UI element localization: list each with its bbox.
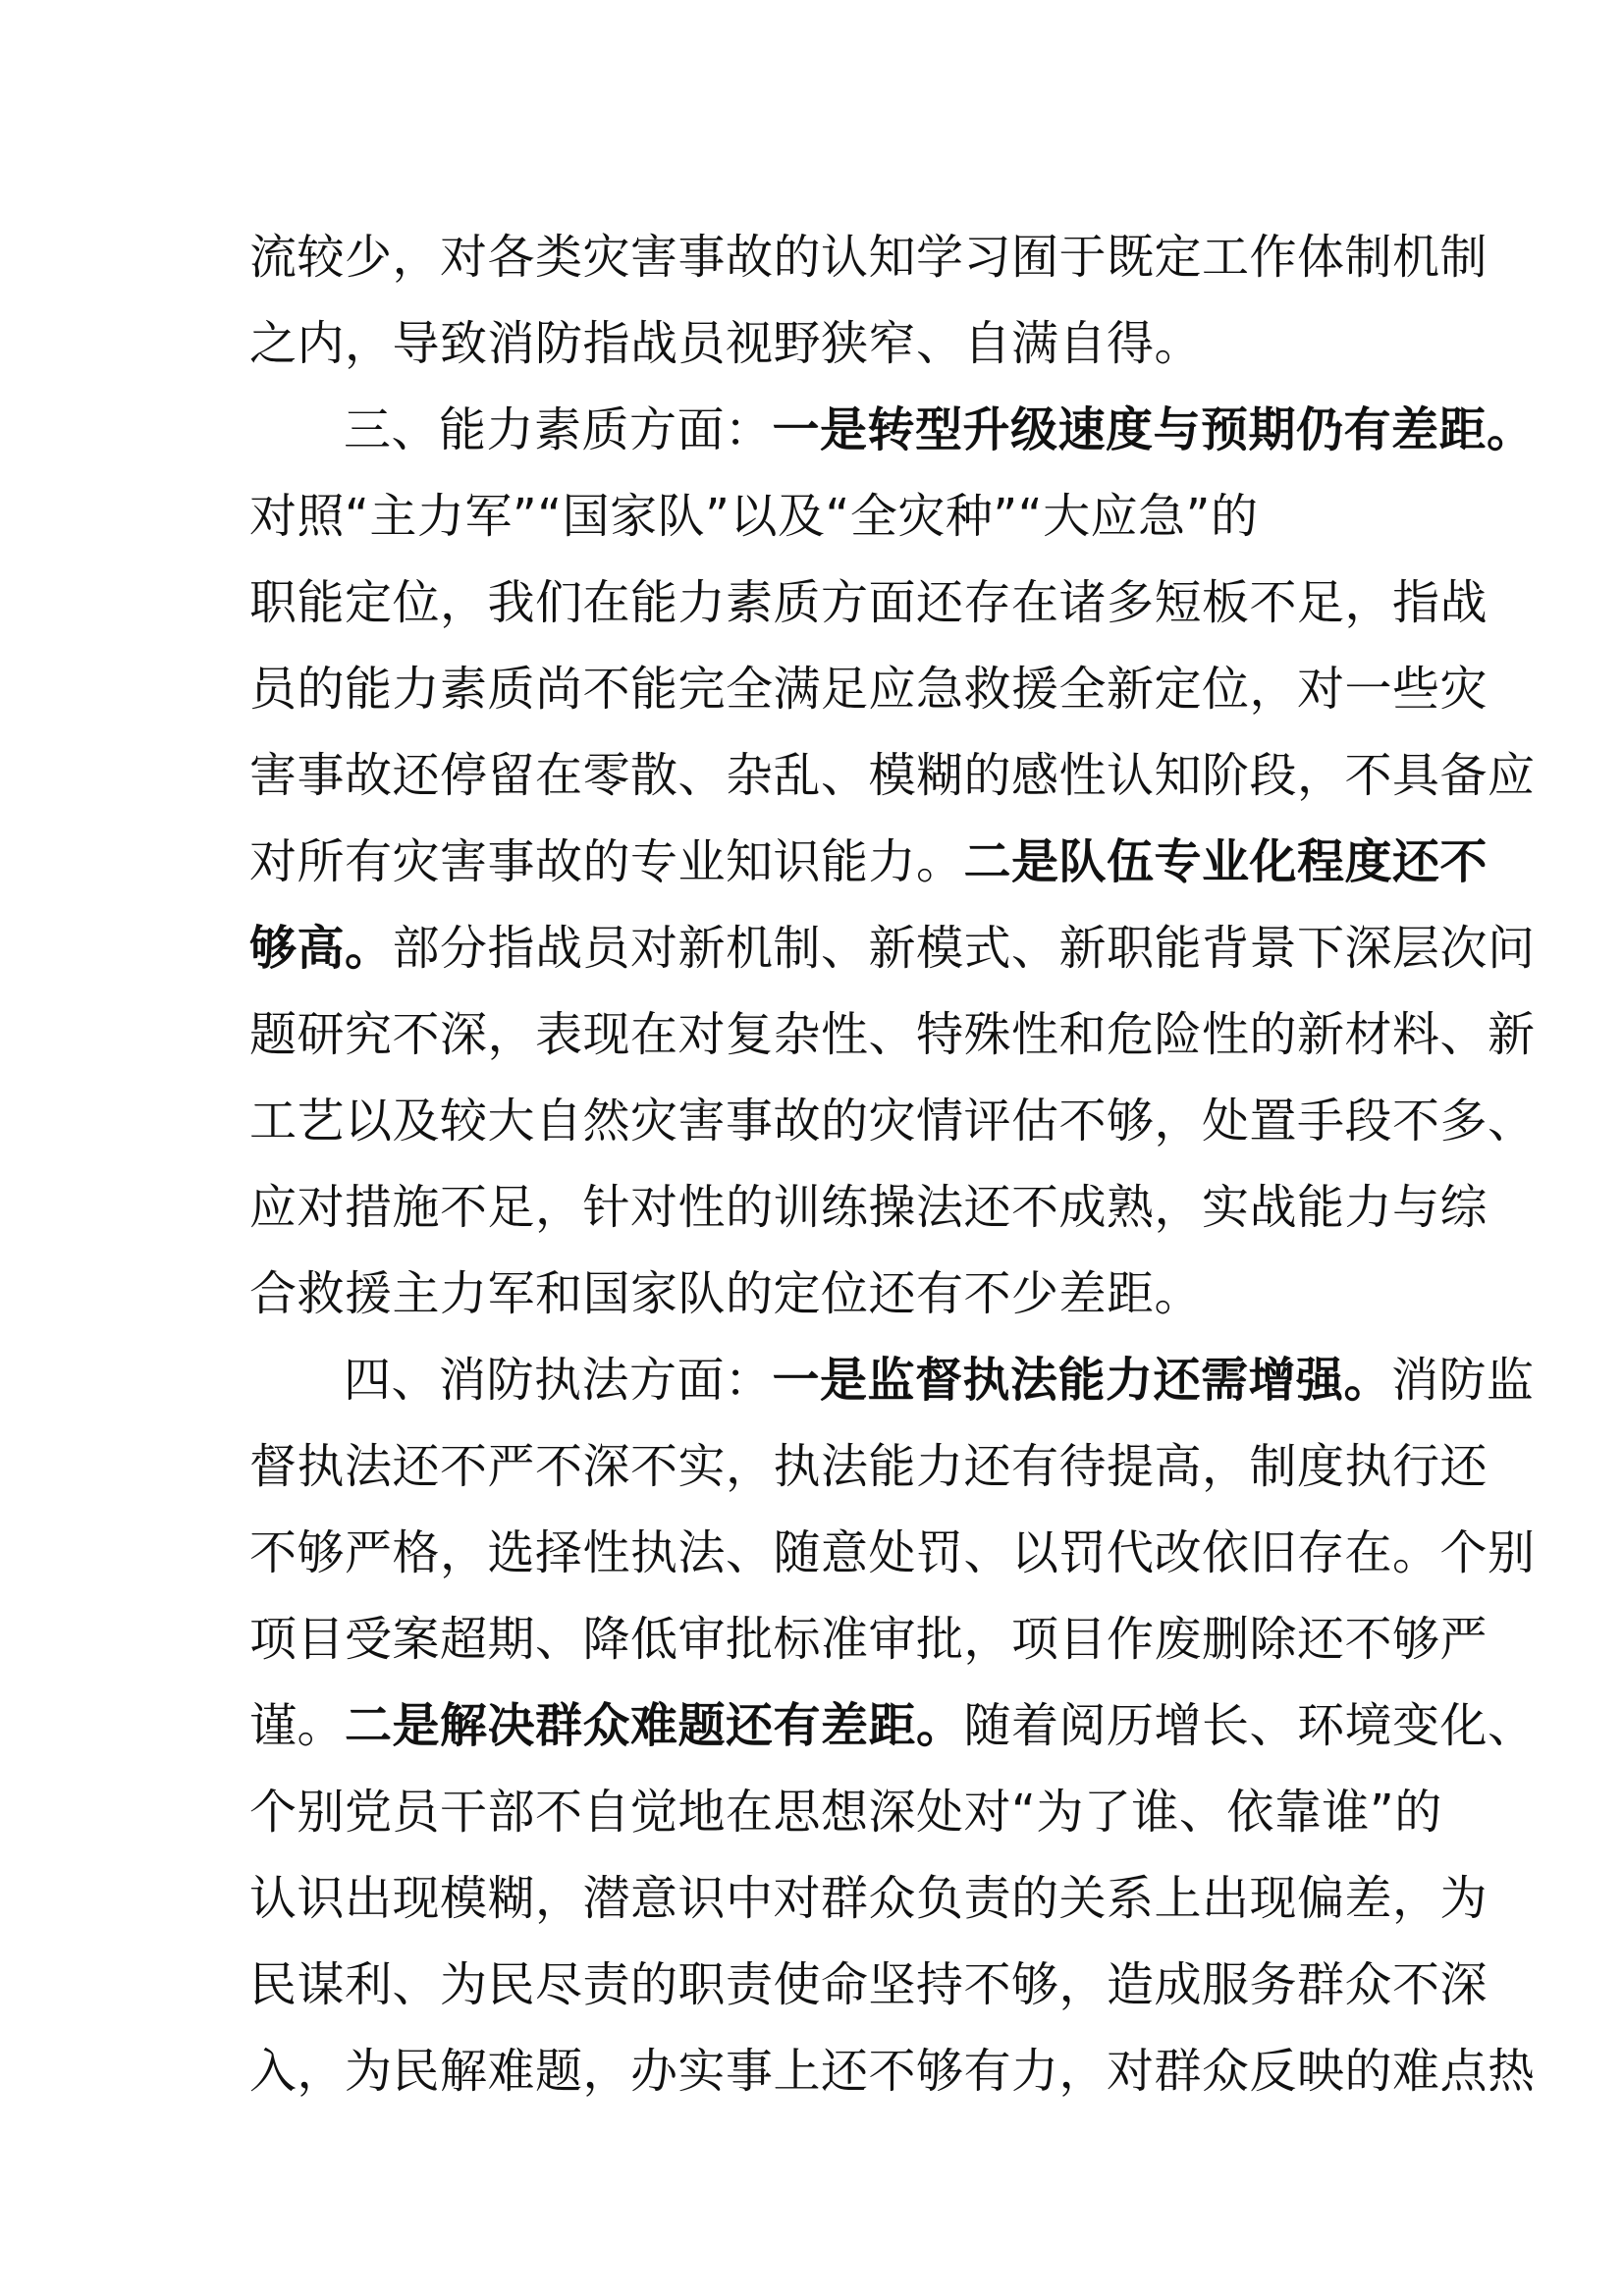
- text-line: [249, 560, 1489, 646]
- text-run: 不够严格，选择性执法、随意处罚、以罚代改依旧存在。个别: [249, 1525, 1536, 1580]
- section-heading: 四、消防执法方面：: [344, 1353, 773, 1408]
- text-line: [249, 387, 1535, 473]
- text-line: [249, 819, 1489, 905]
- paragraph-ability-quality: [249, 387, 1536, 1337]
- text-line: [249, 1596, 1489, 1682]
- text-line: [249, 214, 1489, 300]
- text-run: 对所有灾害事故的专业知识能力。: [249, 834, 964, 889]
- paragraph-continuation: [249, 214, 1489, 387]
- key-point-bold: 够高。: [249, 921, 393, 976]
- text-run: 项目受案超期、降低审批标准审批，项目作废删除还不够严: [249, 1612, 1489, 1667]
- text-line: [249, 1078, 1536, 1164]
- paragraph-fire-law-enforcement: [249, 1337, 1536, 2114]
- text-run: 督执法还不严不深不实，执法能力还有待提高，制度执行还: [249, 1439, 1489, 1494]
- text-line: [249, 1251, 1400, 1337]
- text-line: [249, 1423, 1489, 1510]
- text-run: 员的能力素质尚不能完全满足应急救援全新定位，对一些灾: [249, 662, 1489, 717]
- text-run: 个别党员干部不自觉地在思想深处对“为了谁、依靠谁”的: [249, 1785, 1442, 1840]
- text-line: [249, 905, 1536, 991]
- text-run: 入，为民解难题，办实事上还不够有力，对群众反映的难点热: [249, 2044, 1536, 2099]
- text-line: [249, 1769, 1442, 1855]
- text-run: 对照“主力军”“国家队”以及“全灾种”“大应急”的: [249, 489, 1259, 544]
- key-point-bold: 二是队伍专业化程度还不: [963, 834, 1489, 889]
- text-run: 工艺以及较大自然灾害事故的灾情评估不够，处置手段不多、: [249, 1094, 1536, 1148]
- text-run: 民谋利、为民尽责的职责使命坚持不够，造成服务群众不深: [249, 1957, 1489, 2012]
- text-line: [249, 991, 1536, 1078]
- text-line: [249, 1510, 1536, 1596]
- key-point-bold: 二是解决群众难题还有差距。: [345, 1698, 964, 1753]
- text-run: 职能定位，我们在能力素质方面还存在诸多短板不足，指战: [249, 575, 1489, 630]
- text-run: 谨。: [249, 1698, 346, 1753]
- text-line: [249, 1164, 1489, 1251]
- key-point-bold: 一是监督执法能力还需增强。: [772, 1353, 1392, 1408]
- text-run: 部分指战员对新机制、新模式、新职能背景下深层次问: [392, 921, 1536, 976]
- text-run: 应对措施不足，针对性的训练操法还不成熟，实战能力与综: [249, 1180, 1489, 1235]
- text-line: [249, 732, 1536, 819]
- text-run: 认识出现模糊，潜意识中对群众负责的关系上出现偏差，为: [249, 1871, 1489, 1926]
- text-run: 之内，导致消防指战员视野狭窄、自满自得。: [249, 316, 1203, 371]
- text-run: 消防监: [1391, 1353, 1535, 1408]
- text-line: [249, 1337, 1535, 1423]
- text-run: 流较少，对各类灾害事故的认知学习囿于既定工作体制机制: [249, 230, 1489, 285]
- text-run: 题研究不深，表现在对复杂性、特殊性和危险性的新材料、新: [249, 1007, 1536, 1062]
- text-line: [249, 1682, 1536, 1769]
- text-line: [249, 1855, 1489, 1942]
- key-point-bold: 一是转型升级速度与预期仍有差距。: [772, 402, 1535, 457]
- text-run: 害事故还停留在零散、杂乱、模糊的感性认知阶段，不具备应: [249, 748, 1536, 803]
- text-line: [249, 646, 1489, 732]
- text-run: 合救援主力军和国家队的定位还有不少差距。: [249, 1266, 1203, 1321]
- text-line: [249, 473, 1400, 560]
- document-body: [249, 214, 1536, 2114]
- section-heading: 三、能力素质方面：: [344, 402, 773, 457]
- text-line: [249, 300, 1400, 387]
- text-line: [249, 1942, 1489, 2028]
- text-line: [249, 2028, 1536, 2114]
- text-run: 随着阅历增长、环境变化、: [963, 1698, 1536, 1753]
